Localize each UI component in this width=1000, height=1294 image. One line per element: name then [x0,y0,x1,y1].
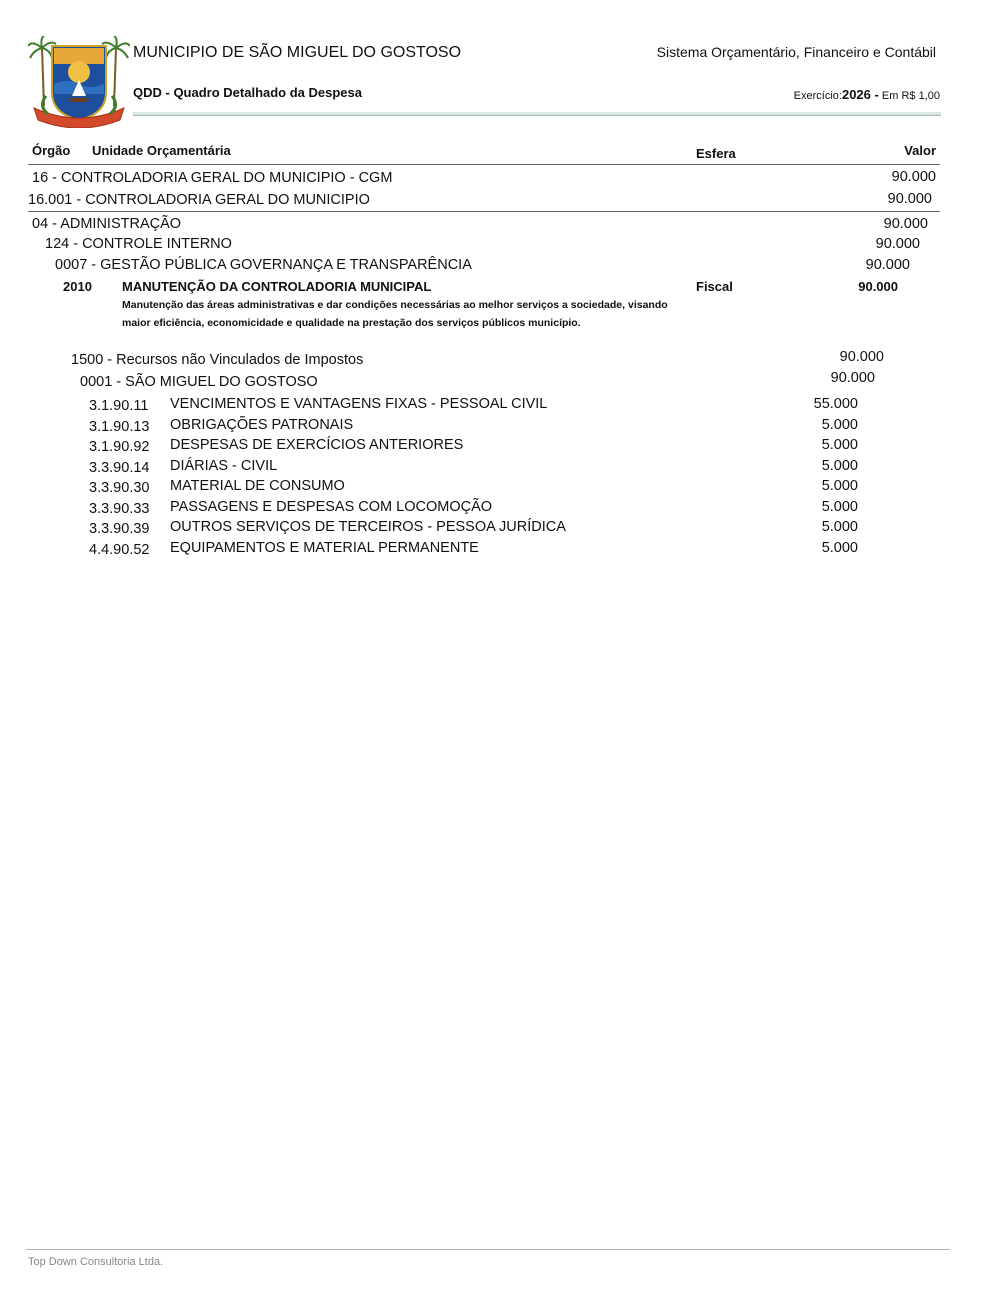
unidade-value: 90.000 [887,191,932,207]
element-code: 3.1.90.11 [89,398,149,414]
element-value: 5.000 [821,539,858,556]
element-description: EQUIPAMENTOS E MATERIAL PERMANENTE [170,539,479,556]
footer-company: Top Down Consultoria Ltda. [28,1256,164,1268]
municipality-name: MUNICIPIO DE SÃO MIGUEL DO GOSTOSO [133,44,462,61]
acao-value: 90.000 [858,279,898,294]
element-description: DIÁRIAS - CIVIL [170,457,278,474]
footer-divider [26,1249,950,1250]
subfuncao-value: 90.000 [875,236,920,252]
programa-value: 90.000 [865,257,910,273]
element-value: 5.000 [821,416,858,433]
column-header-valor: Valor [904,143,936,158]
element-description: MATERIAL DE CONSUMO [170,478,345,494]
column-header-divider [28,164,940,165]
element-description: OBRIGAÇÕES PATRONAIS [170,416,354,433]
exercise-label: Exercício: [793,90,842,102]
programa-label: 0007 - GESTÃO PÚBLICA GOVERNANÇA E TRANSPARÊNCIA [55,257,472,273]
element-value: 5.000 [821,437,858,453]
element-description: DESPESAS DE EXERCÍCIOS ANTERIORES [170,437,464,453]
currency-label: Em R$ 1,00 [881,90,940,102]
element-value: 5.000 [821,498,858,515]
element-code: 3.3.90.33 [89,500,150,517]
element-code: 3.1.90.92 [89,439,150,455]
element-code: 3.3.90.30 [89,480,150,496]
acao-code: 2010 [63,279,92,294]
header-divider-band [133,112,941,116]
unidade-divider [28,211,940,212]
element-code: 3.1.90.13 [89,418,150,435]
element-code: 3.3.90.14 [89,459,150,476]
fonte-label: 1500 - Recursos não Vinculados de Impostos [71,352,364,368]
system-name: Sistema Orçamentário, Financeiro e Contábil [656,44,936,60]
subfuncao-label: 124 - CONTROLE INTERNO [45,236,232,252]
element-description: VENCIMENTOS E VANTAGENS FIXAS - PESSOAL CIVIL [170,396,548,412]
column-header-orgao: Órgão [32,143,71,158]
localizador-label: 0001 - SÃO MIGUEL DO GOSTOSO [80,374,318,390]
exercise-info [794,87,940,102]
localizador-value: 90.000 [830,370,875,386]
element-value: 55.000 [813,396,858,412]
funcao-label: 04 - ADMINISTRAÇÃO [32,216,182,232]
funcao-value: 90.000 [883,216,928,232]
element-value: 5.000 [821,478,858,494]
municipal-coat-of-arms-logo [28,36,130,128]
element-code: 4.4.90.52 [89,541,150,558]
column-header-unidade: Unidade Orçamentária [92,143,231,158]
unidade-label: 16.001 - CONTROLADORIA GERAL DO MUNICIPIO [28,192,370,208]
acao-description: Manutenção das áreas administrativas e dar condições necessárias ao melhor serviços a sociedade, visando maior eficiência, economicidade e qualidade na prestação dos serviços públicos município. [122,299,668,329]
element-value: 5.000 [821,457,858,474]
element-description: OUTROS SERVIÇOS DE TERCEIROS - PESSOA JURÍDICA [170,519,566,535]
exercise-year: 2026 - [841,87,879,102]
fonte-value: 90.000 [839,349,884,365]
column-header-esfera: Esfera [696,146,736,161]
orgao-value: 90.000 [891,169,936,185]
acao-esfera: Fiscal [696,279,733,294]
element-code: 3.3.90.39 [89,521,150,537]
element-description: PASSAGENS E DESPESAS COM LOCOMOÇÃO [170,498,493,515]
element-value: 5.000 [821,519,858,535]
report-title: QDD - Quadro Detalhado da Despesa [133,85,362,100]
acao-title: MANUTENÇÃO DA CONTROLADORIA MUNICIPAL [122,279,432,294]
orgao-label: 16 - CONTROLADORIA GERAL DO MUNICIPIO - CGM [32,170,393,186]
